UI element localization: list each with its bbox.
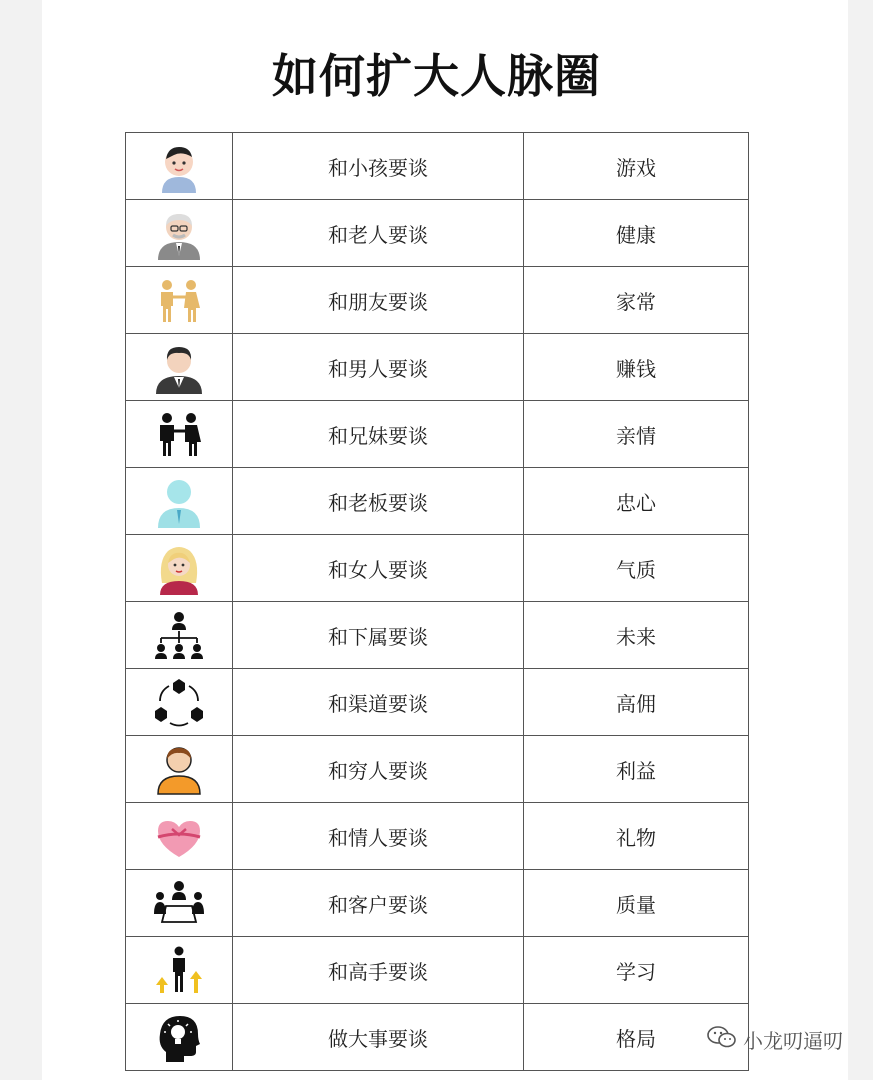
audience-cell: 和兄妹要谈 [233,401,524,468]
topic-cell: 气质 [524,535,749,602]
topic-cell: 忠心 [524,468,749,535]
audience-cell: 和小孩要谈 [233,133,524,200]
meeting-table-icon [152,876,206,930]
table-row [126,870,749,937]
topic-cell: 质量 [524,870,749,937]
table-row [126,468,749,535]
watermark [707,1025,843,1054]
child-icon [152,139,206,193]
topic-cell: 高佣 [524,669,749,736]
watermark-text: 小龙叨逼叨 [743,1029,843,1053]
table-row [126,535,749,602]
idea-head-icon [152,1010,206,1064]
businessman-icon [152,340,206,394]
topic-cell: 赚钱 [524,334,749,401]
audience-cell: 和下属要谈 [233,602,524,669]
table-row [126,334,749,401]
table-row [126,200,749,267]
topic-cell: 利益 [524,736,749,803]
table-row [126,602,749,669]
conversation-table [125,132,749,1071]
topic-cell: 健康 [524,200,749,267]
audience-cell: 和情人要谈 [233,803,524,870]
elderly-man-icon [152,206,206,260]
audience-cell: 和老板要谈 [233,468,524,535]
topic-cell: 未来 [524,602,749,669]
heart-gift-icon [152,809,206,863]
table-row [126,669,749,736]
topic-cell: 游戏 [524,133,749,200]
wechat-icon [707,1025,737,1054]
audience-cell: 做大事要谈 [233,1004,524,1071]
topic-cell: 格局 [524,1004,749,1071]
audience-cell: 和老人要谈 [233,200,524,267]
table-row [126,267,749,334]
audience-cell: 和客户要谈 [233,870,524,937]
person-orange-icon [152,742,206,796]
audience-cell: 和高手要谈 [233,937,524,1004]
friends-icon [152,273,206,327]
org-chart-icon [152,608,206,662]
page-title: 如何扩大人脉圈 [272,49,601,103]
audience-cell: 和穷人要谈 [233,736,524,803]
table-row [126,133,749,200]
audience-cell: 和朋友要谈 [233,267,524,334]
growth-arrows-icon [152,943,206,997]
topic-cell: 家常 [524,267,749,334]
woman-icon [152,541,206,595]
table-row [126,736,749,803]
hexagon-cycle-icon [152,675,206,729]
table-row [126,1004,749,1071]
topic-cell: 学习 [524,937,749,1004]
siblings-icon [152,407,206,461]
table-row [126,803,749,870]
topic-cell: 礼物 [524,803,749,870]
audience-cell: 和女人要谈 [233,535,524,602]
table-row [126,937,749,1004]
audience-cell: 和渠道要谈 [233,669,524,736]
table-row [126,401,749,468]
audience-cell: 和男人要谈 [233,334,524,401]
topic-cell: 亲情 [524,401,749,468]
boss-icon [152,474,206,528]
